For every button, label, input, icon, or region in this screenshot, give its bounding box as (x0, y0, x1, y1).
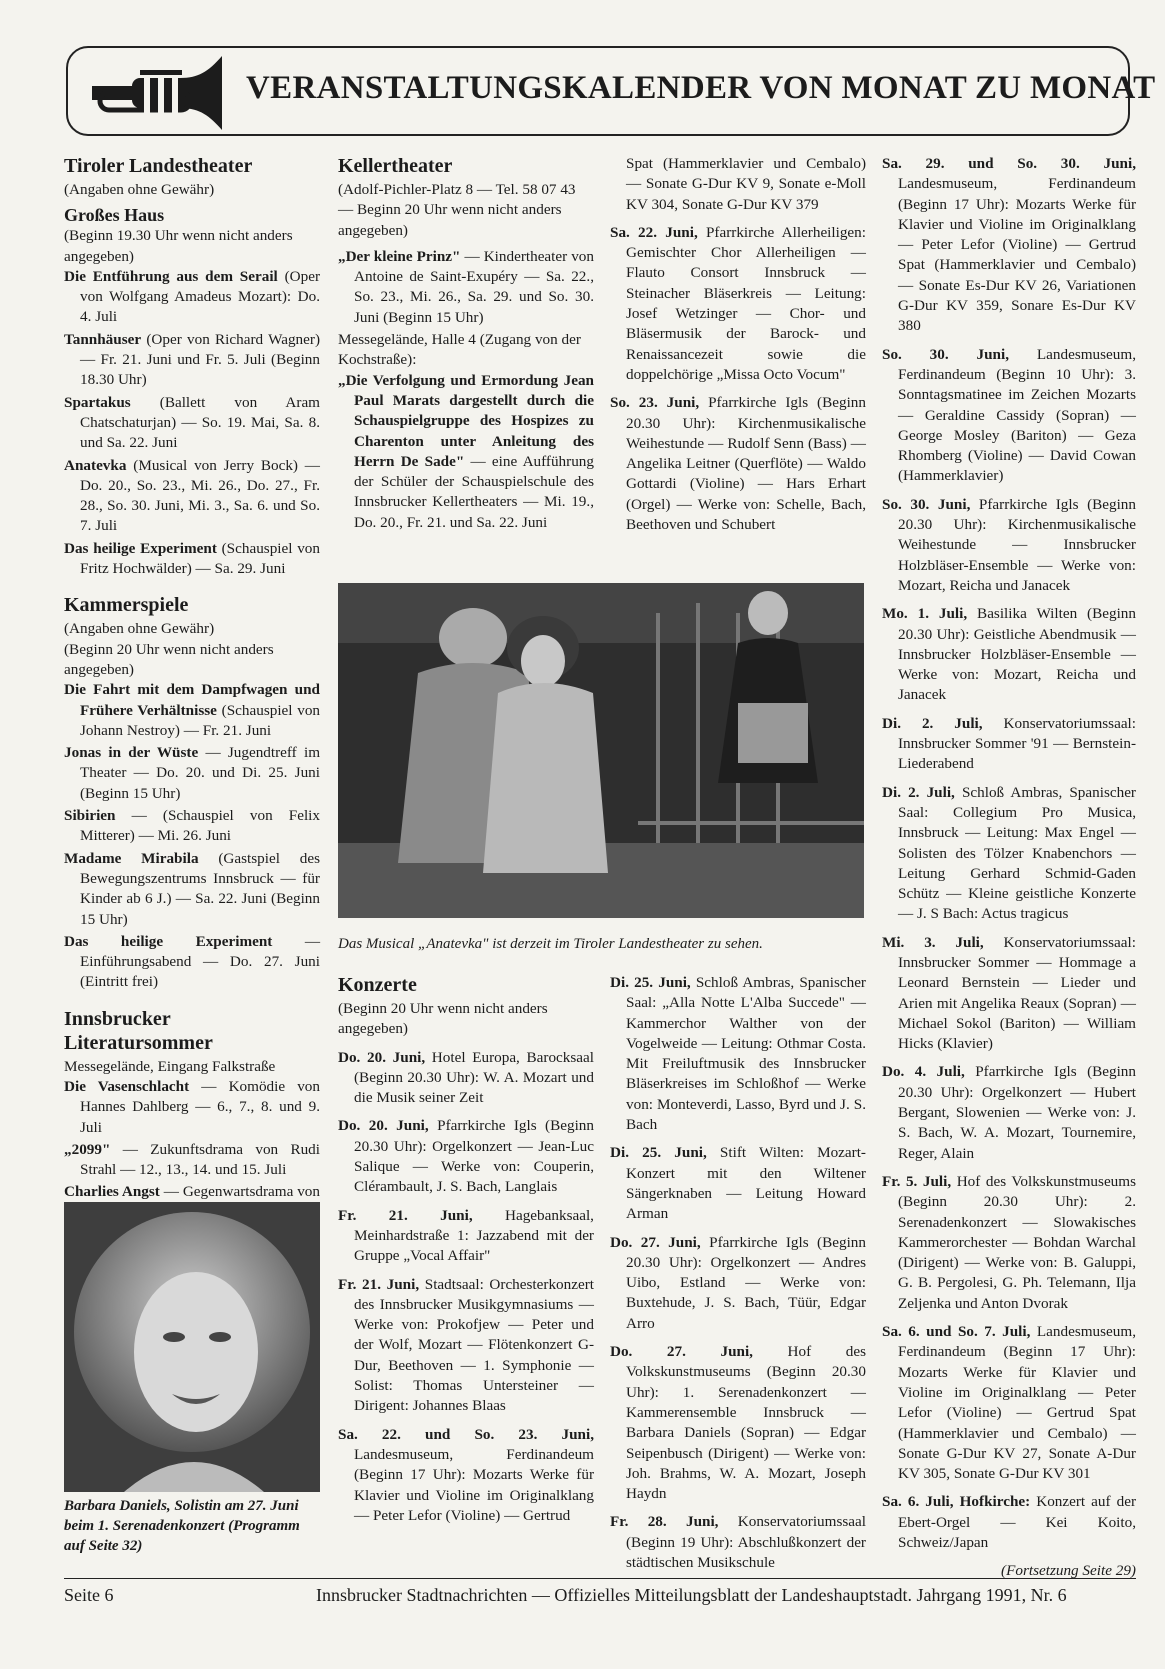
entry-title: Do. 4. Juli, (882, 1063, 965, 1081)
entry-title: Do. 27. Juni, (610, 1233, 701, 1251)
calendar-entry (882, 1322, 1136, 1484)
entry-text: Konservatoriumssaal: Innsbrucker Sommer '91 — Bernstein-Liederabend (898, 714, 1136, 773)
continued-note: (Fortsetzung Seite 29) (1001, 1562, 1136, 1580)
venue-note: Messegelände, Halle 4 (Zugang von der Kochstraße): (338, 331, 581, 369)
entry-text: — Zukunftsdrama von Rudi Strahl — 12., 13., 14. und 15. Juli (80, 1140, 320, 1179)
column-konzerte-4 (882, 154, 1136, 1582)
calendar-entry (338, 1275, 594, 1417)
entry-text: Pfarrkirche Allerheiligen: Gemischter Chor Allerheiligen — Flauto Consort Innsbruck — Steinacher Bläserkreis — Leitung: Josef Wetzinger — Chor- und Bläsermusik der Barock- und Renaissancezeit sowie die doppelchörige „Missa Octo Vocum" (626, 223, 866, 383)
calendar-entry (64, 267, 320, 328)
entry-title: Die Fahrt mit dem Dampfwagen und Frühere Verhältnisse (64, 681, 320, 719)
entry-list (64, 267, 320, 579)
entry-text: (Oper von Richard Wagner) — Fr. 21. Juni und Fr. 5. Juli (Beginn 18.30 Uhr) (80, 330, 320, 389)
entry-text: Landesmuseum, Ferdinandeum (Beginn 10 Uhr): 3. Sonntagsmatinee im Zeichen Mozarts — Geraldine Cassidy (Sopran) — George Mosley (Bariton) — Geza Rhomberg (Violine) — David Cowan (Hammerklavier) (898, 345, 1136, 485)
section-note: (Beginn 20 Uhr wenn nicht anders angegeben) (64, 640, 274, 678)
footer-divider (64, 1578, 1136, 1579)
entry-title: Di. 25. Juni, (610, 1144, 707, 1162)
entry-title: Sa. 29. und So. 30. Juni, (882, 155, 1136, 172)
calendar-entry (610, 393, 866, 535)
section-title: Kammerspiele (64, 594, 189, 617)
section-note: Messegelände, Eingang Falkstraße (64, 1057, 276, 1075)
trumpet-icon (82, 52, 232, 132)
calendar-entry (338, 371, 594, 533)
entry-title: Di. 2. Juli, (882, 714, 983, 732)
entry-text: — Komödie von Hannes Dahlberg — 6., 7., 8. und 9. Juli (80, 1077, 320, 1136)
calendar-entry (882, 933, 1136, 1055)
entry-title: Fr. 5. Juli, (882, 1172, 952, 1190)
calendar-entry (610, 1512, 866, 1573)
entry-title: Fr. 28. Juni, (610, 1513, 719, 1531)
entry-title: So. 23. Juni, (610, 394, 700, 412)
section-title: Konzerte (338, 974, 417, 996)
entry-list (610, 973, 866, 1573)
page-title: VERANSTALTUNGSKALENDER VON MONAT ZU MONAT (246, 70, 1156, 106)
calendar-entry (882, 1062, 1136, 1163)
publication-info: Innsbrucker Stadtnachrichten — Offizielles Mitteilungsblatt der Landeshauptstadt. Jahrgang 1991, Nr. 6 (316, 1585, 1067, 1605)
entry-title: Tannhäuser (64, 330, 142, 348)
calendar-entry (64, 806, 320, 847)
section-note: (Angaben ohne Gewähr) (64, 620, 215, 638)
section-note: (Beginn 20 Uhr wenn nicht anders angegeben) (338, 1000, 548, 1038)
entry-text: — eine Aufführung der Schüler der Schauspielschule des Innsbrucker Kellertheaters — Mi. 19., Do. 20., Fr. 21. und Sa. 22. Juni (354, 452, 594, 531)
entry-text: Stadtsaal: Orchesterkonzert des Innsbrucker Musikgymnasiums — Werke von: Prokofjew — Peter und der Wolf, Mozart — Flötenkonzert G-Dur, Beethoven — 1. Symphonie — Solist: Thomas Untersteiner — Dirigent: Johannes Blaas (354, 1275, 594, 1415)
subsection-note: (Beginn 19.30 Uhr wenn nicht anders angegeben) (64, 227, 293, 265)
entry-title: Do. 20. Juni, (338, 1048, 426, 1066)
entry-title: Sa. 22. Juni, (610, 223, 698, 241)
entry-title: Madame Mirabila (64, 849, 199, 867)
calendar-entry (64, 849, 320, 930)
entry-title: Do. 20. Juni, (338, 1117, 429, 1135)
calendar-entry (64, 743, 320, 804)
calendar-entry (64, 932, 320, 993)
entry-text: Konservatoriumssaal (Beginn 19 Uhr): Abschlußkonzert der städtischen Musikschule (626, 1513, 866, 1572)
entry-text: Landesmuseum, Ferdinandeum (Beginn 17 Uhr): Mozarts Werke für Klavier und Violine im Originalklang — Peter Lefor (Violine) — Gertrud (354, 1445, 594, 1524)
column-theater (64, 154, 320, 1245)
calendar-entry (64, 1140, 320, 1181)
column-konzerte (338, 973, 594, 1534)
entry-text: Pfarrkirche Igls (Beginn 20.30 Uhr): Kirchenmusikalische Weihestunde — Innsbrucker Holzbläser-Ensemble — Werke von: Mozart, Reicha und Janacek (898, 495, 1136, 594)
entry-title: Spartakus (64, 393, 131, 411)
calendar-entry (338, 1206, 594, 1267)
entry-title: Das heilige Experiment (64, 932, 273, 950)
calendar-entry (338, 1116, 594, 1197)
entry-title: „Die Verfolgung und Ermordung Jean Paul Marats dargestellt durch die Schauspielgruppe des Hospizes zu Charenton unter Anleitung des Herrn De Sade" (338, 371, 594, 470)
entry-title: „Der kleine Prinz" (338, 247, 461, 265)
calendar-entry (338, 1048, 594, 1109)
continued-text: Spat (Hammerklavier und Cembalo) — Sonate G-Dur KV 9, Sonate e-Moll KV 304, Sonate G-Dur KV 379 (626, 155, 866, 213)
entry-text: (Schauspiel von Johann Nestroy) — Fr. 21. Juni (80, 701, 321, 739)
entry-text: Landesmuseum, Ferdinandeum (Beginn 17 Uhr): Mozarts Werke für Klavier und Violine im Originalklang — Peter Lefor (Violine) — Gertrud Spat (Hammerklavier und Cembalo) — Sonate Es-Dur KV 26, Variationen G-Dur KV 359, Sonare Es-Dur KV 380 (898, 175, 1136, 335)
entry-list (338, 247, 594, 328)
photo-caption: Das Musical „Anatevka" ist derzeit im Tiroler Landestheater zu sehen. (338, 936, 763, 952)
entry-list (610, 223, 866, 535)
entry-text: Hotel Europa, Barocksaal (Beginn 20.30 Uhr): W. A. Mozart und die Musik seiner Zeit (354, 1048, 594, 1107)
entry-text: Stift Wilten: Mozart-Konzert mit den Wiltener Sängerknaben — Leitung Howard Arman (626, 1144, 866, 1223)
entry-list (338, 1048, 594, 1527)
entry-text: (Musical von Jerry Bock) — Do. 20., So. 23., Mi. 26., Do. 27., Fr. 28., So. 30. Juni, Mi. 3., Sa. 6. und So. 7. Juli (80, 456, 320, 535)
section-title: Innsbrucker Literatursommer (64, 1007, 213, 1054)
calendar-entry (64, 393, 320, 454)
entry-text: Hof des Volkskunstmuseums (Beginn 20.30 Uhr): 2. Serenadenkonzert — Slowakisches Kammerorchester — Bohdan Warchal (Dirigent) — Werke von: B. Galuppi, G. B. Pergolesi, G. Ph. Telemann, Ilja Zeljenka und Anton Dvorak (898, 1172, 1136, 1312)
entry-text: Konzert auf der Ebert-Orgel — Kei Koito, Schweiz/Japan (898, 1493, 1137, 1551)
section-title: Tiroler Landestheater (64, 155, 253, 177)
calendar-entry (610, 1342, 866, 1504)
calendar-entry (338, 247, 594, 328)
entry-text: Hagebanksaal, Meinhardstraße 1: Jazzabend mit der Gruppe „Vocal Affair" (354, 1206, 594, 1265)
entry-text: Pfarrkirche Igls (Beginn 20.30 Uhr): Orgelkonzert — Hubert Bergant, Slowenien — Werke von: J. S. Bach, W. A. Mozart, Tournemire, Reger, Alain (898, 1063, 1136, 1162)
calendar-entry (882, 495, 1136, 596)
entry-title: Mo. 1. Juli, (882, 605, 968, 623)
calendar-entry (882, 1492, 1136, 1553)
calendar-entry (610, 223, 866, 385)
page-number: Seite 6 (64, 1585, 114, 1605)
calendar-entry (882, 1172, 1136, 1314)
entry-title: Di. 2. Juli, (882, 783, 955, 801)
calendar-entry (64, 539, 320, 580)
calendar-entry (610, 973, 866, 1135)
entry-title: So. 30. Juni, (882, 345, 1010, 363)
entry-title: Fr. 21. Juni, (338, 1275, 420, 1293)
entry-title: Sa. 22. und So. 23. Juni, (338, 1425, 594, 1443)
entry-text: Pfarrkirche Igls (Beginn 20.30 Uhr): Kirchenmusikalische Weihestunde — Rudolf Senn (Bass) — Angelika Leitner (Querflöte) — Waldo Gottardi (Violine) — Hars Erhart (Orgel) — Werke von: Schelle, Bach, Beethoven und Schubert (626, 394, 866, 534)
entry-text: (Schauspiel von Fritz Hochwälder) — Sa. 29. Juni (80, 539, 320, 578)
entry-title: Charlies Angst (64, 1183, 160, 1201)
calendar-entry (64, 330, 320, 391)
entry-text: Schloß Ambras, Spanischer Saal: „Alla Notte L'Alba Succede" — Kammerchor Walther von der Vogelweide — Leitung: Othmar Costa. Mit Freiluftmusik des Innsbrucker Bläserkreises im Schloßhof — Werke von: Monteverdi, Lasso, Byrd und J. S. Bach (626, 974, 866, 1134)
calendar-entry (64, 1077, 320, 1138)
calendar-entry (64, 680, 320, 741)
column-konzerte-3 (610, 973, 866, 1581)
section-note: (Adolf-Pichler-Platz 8 — Tel. 58 07 43 — Beginn 20 Uhr wenn nicht anders angegeben) (338, 181, 576, 239)
calendar-entry (882, 604, 1136, 705)
entry-text: Basilika Wilten (Beginn 20.30 Uhr): Geistliche Abendmusik — Innsbrucker Holzbläser-Ensemble — Werke von: Mozart, Reicha und Janacek (898, 605, 1136, 704)
anatevka-photo (338, 583, 864, 918)
column-kellertheater (338, 154, 594, 535)
entry-text: — Gegenwartsdrama von (163, 1183, 320, 1201)
calendar-entry (338, 1425, 594, 1526)
entry-text: — (Schauspiel von Felix Mitterer) — Mi. 26. Juni (80, 807, 320, 845)
entry-text: Pfarrkirche Igls (Beginn 20.30 Uhr): Orgelkonzert — Andres Uibo, Estland — Werke von: Buxtehude, J. S. Bach, Tüür, Edgar Arro (626, 1233, 866, 1332)
entry-title: Jonas in der Wüste (64, 744, 199, 762)
entry-text: Pfarrkirche Igls (Beginn 20.30 Uhr): Orgelkonzert — Jean-Luc Salique — Werke von: Couperin, Clérambault, J. S. Bach, Langlais (354, 1117, 594, 1196)
entry-text: (Oper von Wolfgang Amadeus Mozart): Do. 4. Juli (80, 267, 320, 326)
entry-text: — Kindertheater von Antoine de Saint-Exupéry — Sa. 22., So. 23., Mi. 26., Sa. 29. und So. 30. Juni (Beginn 15 Uhr) (354, 247, 594, 326)
entry-title: Do. 27. Juni, (610, 1343, 753, 1361)
calendar-entry (882, 345, 1136, 487)
entry-text: Landesmuseum, Ferdinandeum (Beginn 17 Uhr): Mozarts Werke für Klavier und Violine im Originalklang — Peter Lefor (Violine) — Gertrud Spat (Hammerklavier und Cembalo) — Sonate G-Dur KV 27, Sonate A-Dur KV 305, Sonate G-Dur KV 301 (898, 1323, 1136, 1483)
calendar-entry (64, 456, 320, 537)
entry-text: Schloß Ambras, Spanischer Saal: Collegium Pro Musica, Innsbruck — Leitung: Max Engel — Solisten des Tölzer Knabenchors — Leitung Gerhard Schmid-Gaden Schütz — Kleine geistliche Konzerte — J. S Bach: Actus tragicus (898, 783, 1136, 923)
entry-title: Sa. 6. Juli, Hofkirche: (882, 1493, 1031, 1511)
entry-title: Sibirien (64, 807, 116, 825)
entry-list (882, 154, 1136, 1553)
column-konzerte-2 (610, 154, 866, 543)
entry-list (64, 680, 320, 992)
calendar-entry (882, 154, 1136, 337)
entry-title: „2099" (64, 1140, 111, 1158)
entry-text: — Jugendtreff im Theater — Do. 20. und Di. 25. Juni (Beginn 15 Uhr) (80, 744, 321, 802)
portrait-caption: Barbara Daniels, Solistin am 27. Juni beim 1. Serenadenkonzert (Programm auf Seite 32) (64, 1498, 300, 1554)
entry-title: Fr. 21. Juni, (338, 1206, 473, 1224)
calendar-header (66, 46, 1156, 136)
entry-title: So. 30. Juni, (882, 495, 971, 513)
entry-text: (Ballett von Aram Chatschaturjan) — So. 19. Mai, Sa. 8. und Sa. 22. Juni (80, 393, 320, 452)
calendar-entry (882, 714, 1136, 775)
entry-title: Die Entführung aus dem Serail (64, 267, 278, 285)
subsection-title: Großes Haus (64, 205, 165, 226)
portrait-photo (64, 1202, 320, 1492)
section-title: Kellertheater (338, 155, 453, 177)
calendar-entry (610, 1143, 866, 1224)
entry-title: Mi. 3. Juli, (882, 933, 984, 951)
entry-title: Di. 25. Juni, (610, 974, 691, 991)
entry-title: Das heilige Experiment (64, 539, 217, 557)
calendar-entry (610, 1233, 866, 1334)
entry-text: Konservatoriumssaal: Innsbrucker Sommer — Hommage a Leonard Bernstein — Lieder und Arien mit Angelika Reaux (Sopran) — Michael Sokol (Bariton) — William Hicks (Klavier) (898, 933, 1136, 1053)
entry-title: Die Vasenschlacht (64, 1077, 190, 1095)
entry-text: — Einführungsabend — Do. 27. Juni (Eintritt frei) (80, 932, 321, 991)
entry-list (338, 371, 594, 533)
entry-title: Anatevka (64, 456, 127, 474)
entry-text: Hof des Volkskunstmuseums (Beginn 20.30 Uhr): 1. Serenadenkonzert — Kammerensemble Innsbruck — Barbara Daniels (Sopran) — Edgar Seipenbusch (Dirigent) — Werke von: Joh. Brahms, W. A. Mozart, Joseph Haydn (626, 1343, 866, 1503)
entry-title: Sa. 6. und So. 7. Juli, (882, 1323, 1031, 1341)
entry-text: (Gastspiel des Bewegungszentrums Innsbruck — für Kinder ab 6 J.) — Sa. 22. Juni (Beginn 15 Uhr) (80, 849, 320, 928)
calendar-entry (882, 783, 1136, 925)
section-note: (Angaben ohne Gewähr) (64, 181, 215, 198)
